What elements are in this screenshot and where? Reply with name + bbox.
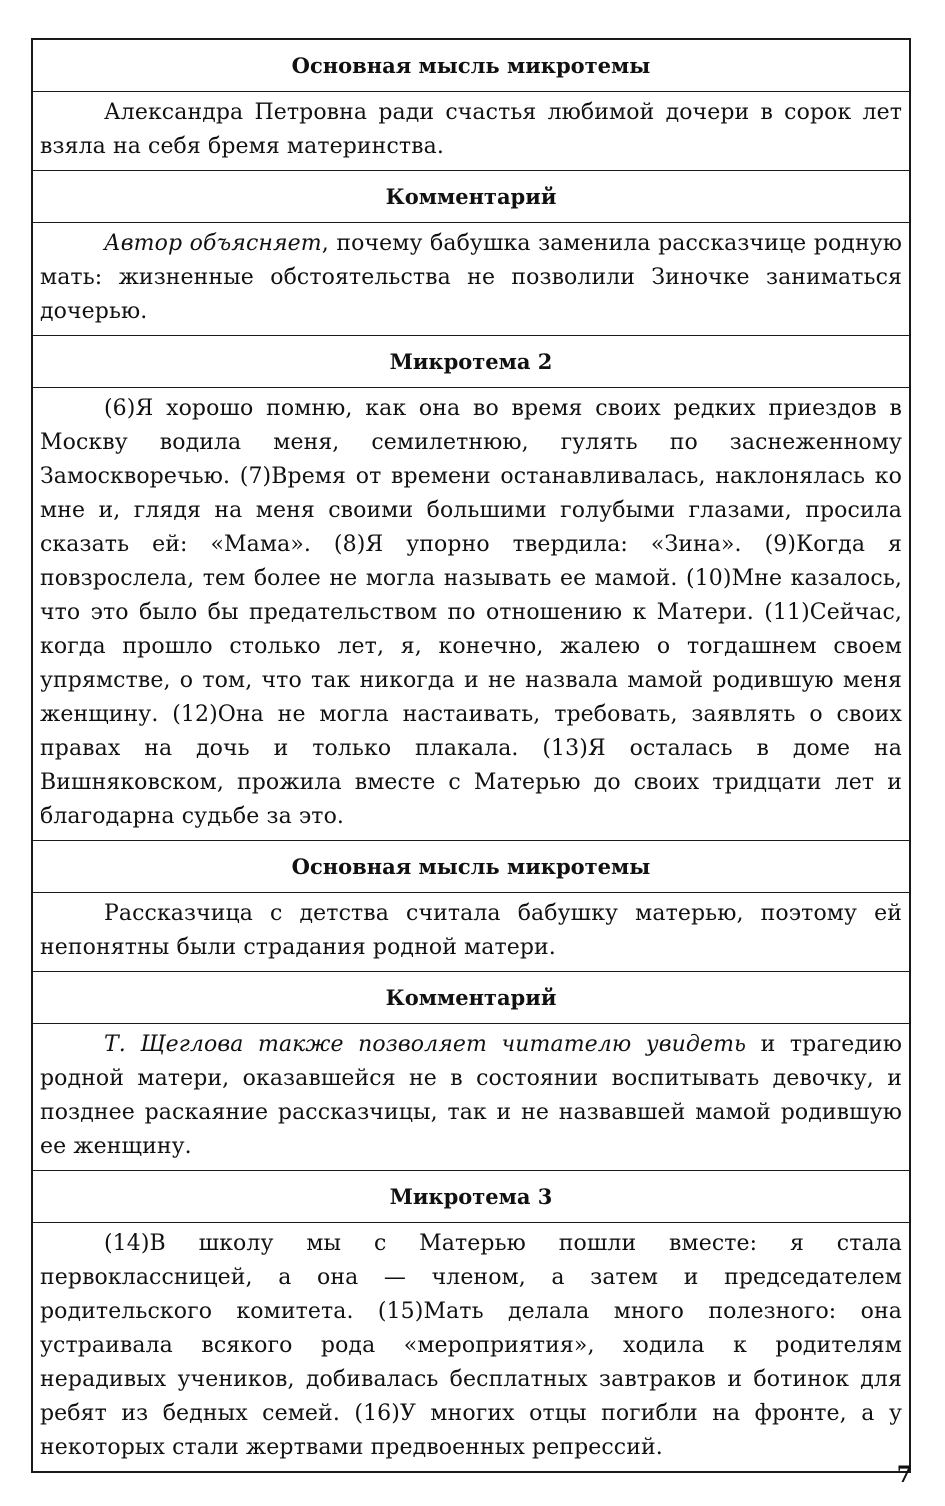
italic-lead: Т. Щеглова также позволяет читателю увидеть bbox=[104, 1032, 747, 1057]
paragraph: (6)Я хорошо помню, как она во время своих редких приездов в Москву водила меня, семилетнюю, гулять по заснеженному Замоскворечью. (7)Время от времени останавливалась, наклонялась ко мне и, глядя на меня своими большими голубыми глазами, просила сказать ей: «Мама». (8)Я упорно твердила: «Зина». (9)Когда я повзрослела, тем более не могла называть ее мамой. (10)Мне казалось, что это было бы предательством по отношению к Матери. (11)Сейчас, когда прошло столько лет, я, конечно, жалею о тогдашнем своем упрямстве, о том, что так никогда и не назвала мамой родившую меня женщину. (12)Она не могла настаивать, требовать, заявлять о своих правах на дочь и только плакала. (13)Я осталась в доме на Вишняковском, прожила вместе с Матерью до своих тридцати лет и благодарна судьбе за это. bbox=[40, 396, 902, 829]
section-header-main-idea-1: Основная мысль микротемы bbox=[33, 40, 909, 92]
section-text-main-idea-2 bbox=[33, 893, 909, 972]
content-table bbox=[31, 38, 911, 1473]
paragraph: Рассказчица с детства считала бабушку матерью, поэтому ей непонятны были страдания родной матери. bbox=[40, 901, 902, 960]
section-text-comment-1 bbox=[33, 223, 909, 336]
paragraph: Александра Петровна ради счастья любимой дочери в сорок лет взяла на себя бремя материнства. bbox=[40, 100, 902, 159]
page-number: 7 bbox=[896, 1462, 912, 1488]
section-header-microtheme-2: Микротема 2 bbox=[33, 336, 909, 388]
paragraph bbox=[40, 227, 902, 329]
section-text-comment-2 bbox=[33, 1024, 909, 1171]
paragraph bbox=[40, 1028, 902, 1164]
paragraph-rest: , почему бабушка заменила рассказчице родную мать: жизненные обстоятельства не позволили Зиночке заниматься дочерью. bbox=[40, 231, 903, 324]
paragraph: (14)В школу мы с Матерью пошли вместе: я стала первоклассницей, а она — членом, а затем и председателем родительского комитета. (15)Мать делала много полезного: она устраивала всякого рода «мероприятия», ходила к родителям нерадивых учеников, добивалась бесплатных завтраков и ботинок для ребят из бедных семей. (16)У многих отцы погибли на фронте, а у некоторых стали жертвами предвоенных репрессий. bbox=[40, 1231, 902, 1460]
section-header-comment-2: Комментарий bbox=[33, 972, 909, 1024]
section-header-microtheme-3: Микротема 3 bbox=[33, 1171, 909, 1223]
section-text-microtheme-2 bbox=[33, 388, 909, 841]
section-text-main-idea-1 bbox=[33, 92, 909, 171]
section-text-microtheme-3 bbox=[33, 1223, 909, 1471]
paragraph-rest: и трагедию родной матери, оказавшейся не в состоянии воспитывать девочку, и позднее раскаяние рассказчицы, так и не назвавшей мамой родившую ее женщину. bbox=[40, 1032, 902, 1159]
section-header-comment-1: Комментарий bbox=[33, 171, 909, 223]
italic-lead: Автор объясняет bbox=[104, 231, 322, 256]
section-header-main-idea-2: Основная мысль микротемы bbox=[33, 841, 909, 893]
